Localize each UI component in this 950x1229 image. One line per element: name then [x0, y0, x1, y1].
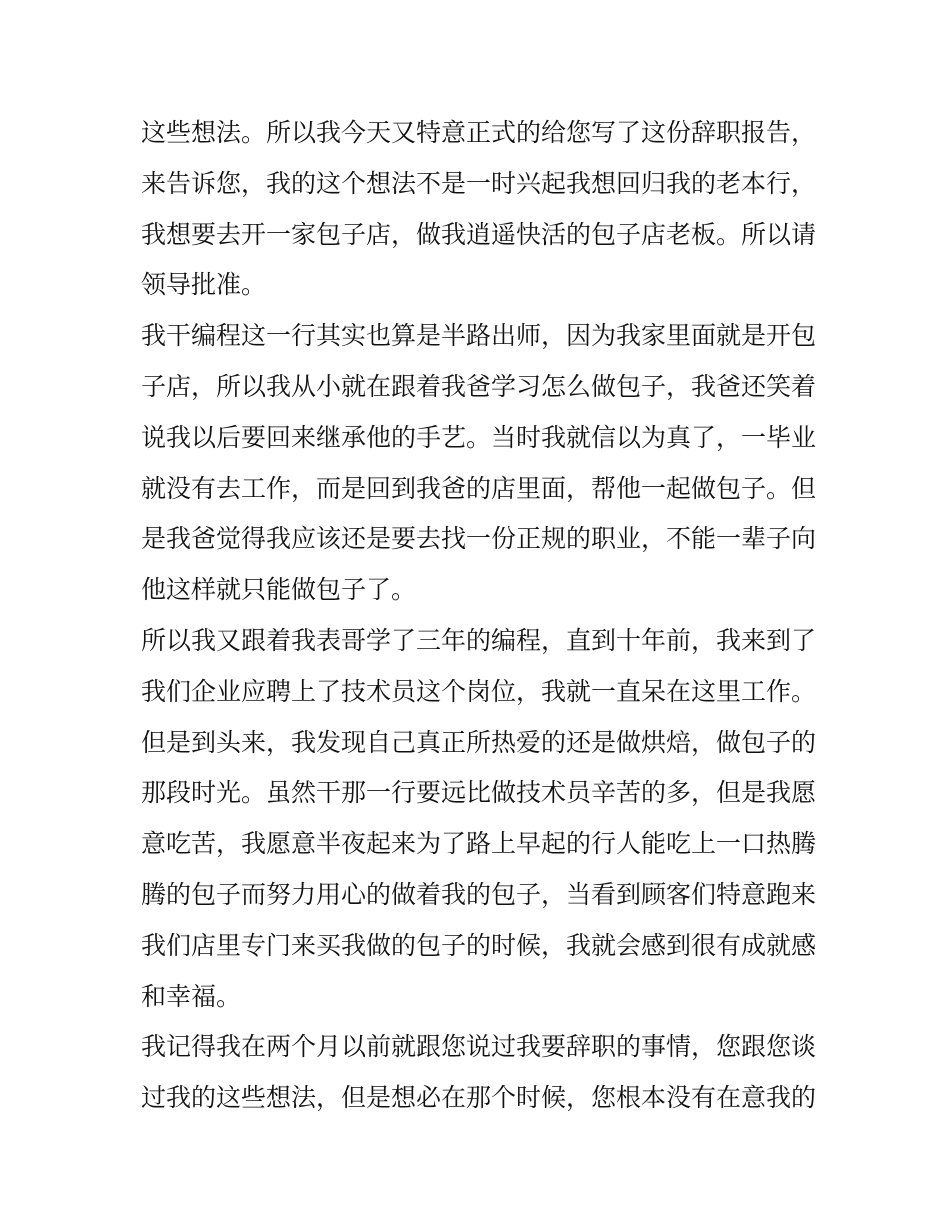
- text-line: 说我以后要回来继承他的手艺。当时我就信以为真了，一毕业: [141, 422, 817, 452]
- text-line: 那段时光。虽然干那一行要远比做技术员辛苦的多，但是我愿: [141, 778, 817, 808]
- text-line: 意吃苦，我愿意半夜起来为了路上早起的行人能吃上一口热腾: [141, 829, 817, 859]
- text-line: 来告诉您，我的这个想法不是一时兴起我想回归我的老本行，: [141, 168, 817, 198]
- text-line: 所以我又跟着我表哥学了三年的编程，直到十年前，我来到了: [141, 625, 817, 655]
- text-line: 我干编程这一行其实也算是半路出师，因为我家里面就是开包: [141, 321, 817, 351]
- text-line: 这些想法。所以我今天又特意正式的给您写了这份辞职报告，: [141, 118, 817, 147]
- text-line: 但是到头来，我发现自己真正所热爱的还是做烘焙，做包子的: [141, 727, 817, 757]
- text-line: 我想要去开一家包子店，做我逍遥快活的包子店老板。所以请: [141, 219, 817, 249]
- text-line: 他这样就只能做包子了。: [141, 575, 417, 605]
- text-line: 子店，所以我从小就在跟着我爸学习怎么做包子，我爸还笑着: [141, 371, 817, 401]
- text-line: 我们企业应聘上了技术员这个岗位，我就一直呆在这里工作。: [141, 676, 817, 706]
- text-line: 我记得我在两个月以前就跟您说过我要辞职的事情，您跟您谈: [141, 1032, 817, 1062]
- text-line: 过我的这些想法，但是想必在那个时候，您根本没有在意我的: [141, 1083, 817, 1113]
- text-line: 领导批准。: [141, 270, 267, 300]
- text-line: 就没有去工作，而是回到我爸的店里面，帮他一起做包子。但: [141, 473, 817, 503]
- text-line: 腾的包子而努力用心的做着我的包子，当看到顾客们特意跑来: [141, 879, 817, 909]
- letter-body: [141, 108, 821, 1124]
- text-line: 我们店里专门来买我做的包子的时候，我就会感到很有成就感: [141, 930, 817, 960]
- text-line: 是我爸觉得我应该还是要去找一份正规的职业，不能一辈子向: [141, 524, 817, 554]
- text-line: 和幸福。: [141, 981, 242, 1011]
